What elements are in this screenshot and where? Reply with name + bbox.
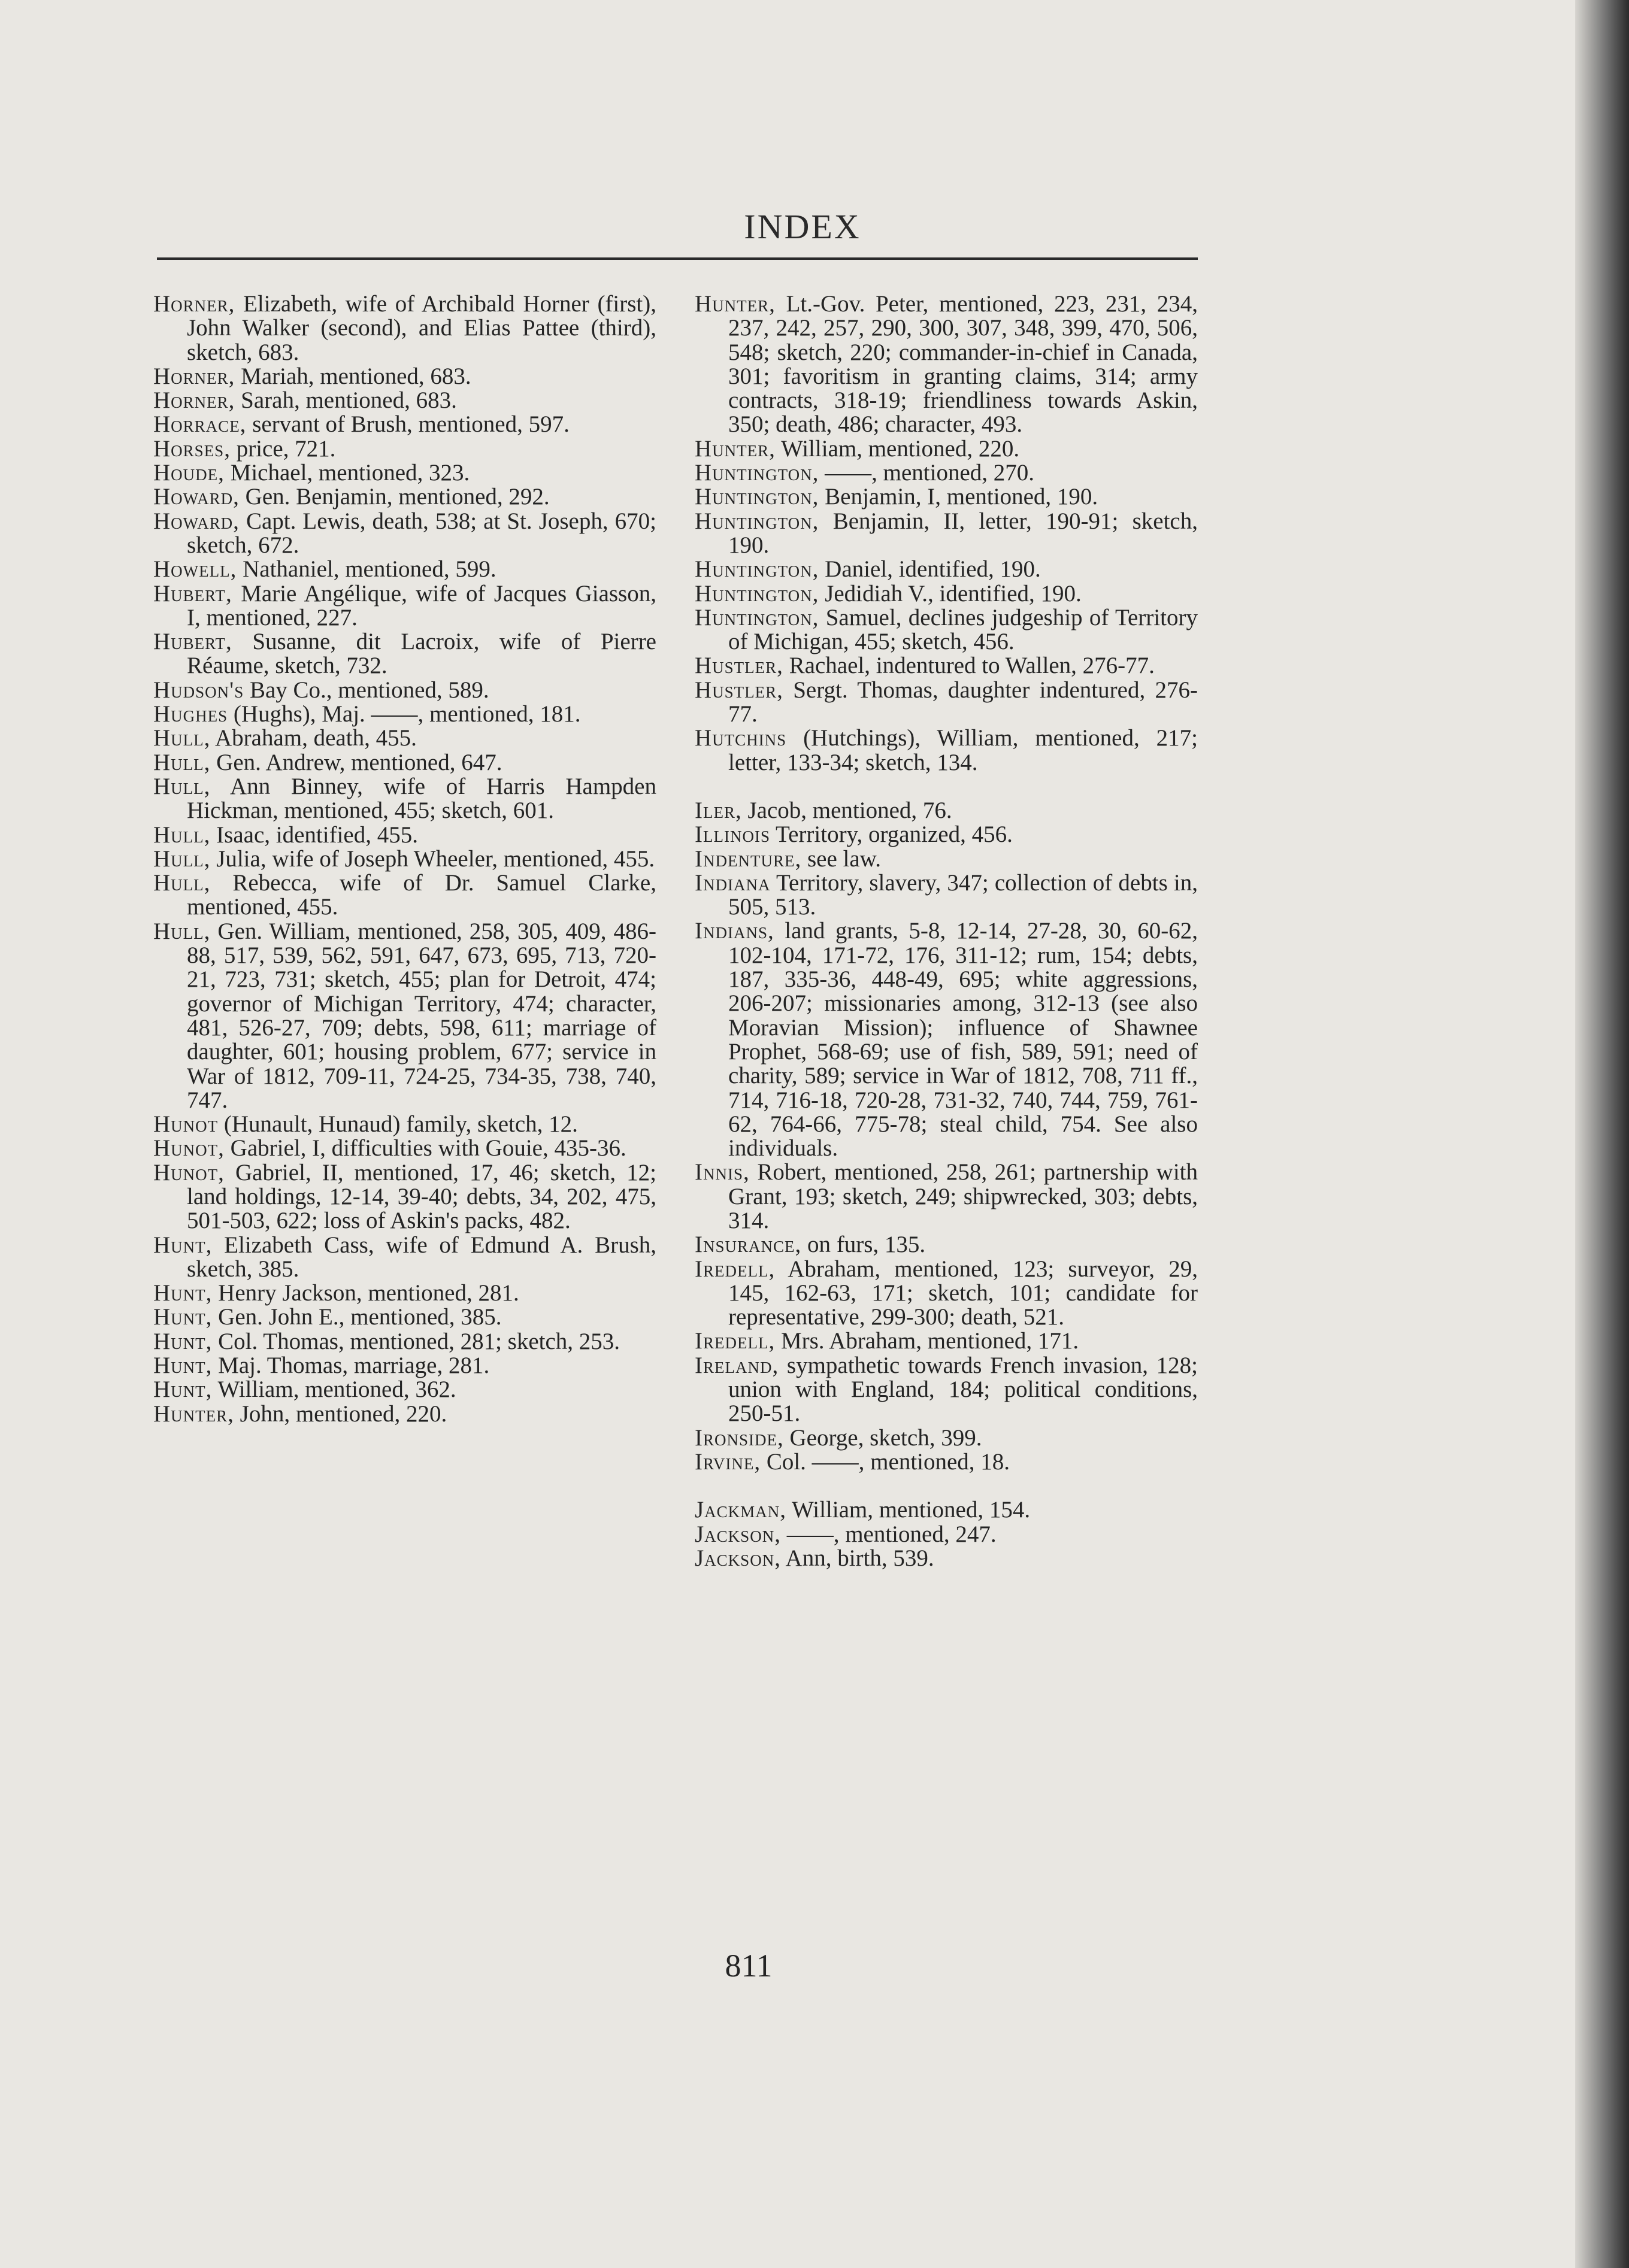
index-entry	[153, 1281, 656, 1305]
entry-heading: Illinois	[695, 821, 770, 848]
index-entry	[695, 823, 1198, 847]
entry-heading: Huntington,	[695, 580, 819, 607]
index-entry	[153, 1161, 656, 1233]
entry-text: Mrs. Abraham, mentioned, 171.	[775, 1328, 1079, 1354]
entry-heading: Indenture,	[695, 845, 802, 872]
index-entry	[153, 1136, 656, 1160]
index-column-right	[695, 292, 1198, 1570]
entry-text: servant of Brush, mentioned, 597.	[246, 411, 570, 438]
index-column-left	[153, 292, 656, 1426]
index-entry	[153, 1112, 656, 1136]
index-entry	[153, 557, 656, 581]
index-entry	[695, 919, 1198, 1160]
entry-heading: Horner,	[153, 291, 235, 317]
index-entry	[695, 799, 1198, 823]
entry-heading: Howard,	[153, 484, 240, 510]
index-entry	[695, 847, 1198, 871]
entry-text: Susanne, dit Lacroix, wife of Pierre Réaume, sketch, 732.	[187, 629, 656, 679]
entry-heading: Hudson's	[153, 677, 244, 703]
index-entry	[695, 461, 1198, 485]
entry-heading: Jackson,	[695, 1521, 781, 1547]
entry-text: Territory, organized, 456.	[770, 821, 1013, 848]
entry-heading: Hustler,	[695, 677, 783, 703]
entry-text: Abraham, mentioned, 123; surveyor, 29, 145, 162-63, 171; sketch, 101; candidate for representative, 299-300; death, 521.	[728, 1256, 1198, 1330]
entry-heading: Hubert,	[153, 580, 232, 607]
index-entry	[695, 437, 1198, 461]
entry-text: Elizabeth, wife of Archibald Horner (first), John Walker (second), and Elias Pattee (third), sketch, 683.	[187, 291, 656, 365]
entry-heading: Ironside,	[695, 1424, 784, 1451]
index-entry	[695, 1547, 1198, 1570]
index-entry	[153, 1402, 656, 1426]
index-entry	[153, 1354, 656, 1378]
entry-heading: Indiana	[695, 869, 771, 896]
index-entry	[153, 292, 656, 365]
entry-text: Rachael, indentured to Wallen, 276-77.	[783, 653, 1155, 679]
index-entry	[153, 871, 656, 920]
scan-shadow-edge	[1575, 0, 1629, 2268]
entry-heading: Hunt,	[153, 1232, 213, 1258]
entry-text: land grants, 5-8, 12-14, 27-28, 30, 60-62, 102-104, 171-72, 176, 311-12; rum, 154; debts, 187, 335-36, 448-49, 695; white aggressions, 206-207; missionaries among, 312-13 (see also Moravian Mission); influence of Shawnee Prophet, 568-69; use of fish, 589, 591; need of charity, 589; service in War of 1812, 708, 711 ff., 714, 716-18, 720-28, 731-32, 740, 744, 759, 761-62, 764-66, 775-78; steal child, 754. See also individuals.	[728, 918, 1198, 1162]
entry-heading: Howell,	[153, 556, 237, 583]
index-entry	[153, 678, 656, 702]
entry-text: Gabriel, I, difficulties with Gouie, 435-36.	[224, 1135, 626, 1162]
entry-text: on furs, 135.	[801, 1232, 926, 1258]
index-entry	[695, 1498, 1198, 1522]
entry-text: Marie Angélique, wife of Jacques Giasson, I, mentioned, 227.	[187, 580, 656, 630]
entry-text: Ann, birth, 539.	[780, 1545, 934, 1571]
entry-text: Robert, mentioned, 258, 261; partnership with Grant, 193; sketch, 249; shipwrecked, 303; debts, 314.	[728, 1159, 1198, 1233]
entry-text: price, 721.	[230, 435, 336, 462]
entry-heading: Hull,	[153, 773, 211, 799]
index-entry	[695, 557, 1198, 581]
entry-text: Benjamin, II, letter, 190-91; sketch, 190.	[728, 508, 1198, 558]
entry-text: Mariah, mentioned, 683.	[235, 363, 471, 389]
index-entry	[695, 678, 1198, 727]
entry-text: William, mentioned, 362.	[212, 1376, 456, 1403]
entry-heading: Innis,	[695, 1159, 750, 1185]
entry-heading: Horner,	[153, 363, 235, 389]
entry-text: Sarah, mentioned, 683.	[235, 387, 457, 414]
index-entry	[695, 1354, 1198, 1426]
entry-text: Ann Binney, wife of Harris Hampden Hickman, mentioned, 455; sketch, 601.	[187, 773, 656, 824]
entry-heading: Ireland,	[695, 1352, 779, 1378]
entry-heading: Huntington,	[695, 508, 819, 534]
entry-text: Benjamin, I, mentioned, 190.	[819, 484, 1098, 510]
index-entry	[153, 1330, 656, 1354]
entry-text: Jacob, mentioned, 76.	[741, 797, 952, 823]
entry-text: see law.	[801, 845, 882, 872]
entry-heading: Iredell,	[695, 1328, 776, 1354]
entry-heading: Hunot,	[153, 1135, 225, 1162]
entry-heading: Hunt,	[153, 1376, 213, 1403]
entry-text: Bay Co., mentioned, 589.	[244, 677, 489, 703]
entry-text: Henry Jackson, mentioned, 281.	[212, 1280, 519, 1306]
entry-heading: Hunter,	[695, 291, 776, 317]
entry-heading: Iler,	[695, 797, 742, 823]
index-entry	[153, 389, 656, 413]
index-entry	[153, 920, 656, 1112]
index-entry	[695, 606, 1198, 654]
header-rule	[157, 257, 1198, 260]
index-entry	[695, 1523, 1198, 1547]
entry-heading: Huntington,	[695, 604, 819, 630]
entry-text: William, mentioned, 154.	[786, 1497, 1031, 1523]
entry-text: William, mentioned, 220.	[775, 435, 1020, 462]
entry-text: sympathetic towards French invasion, 128; union with England, 184; political conditions, 250-51.	[728, 1352, 1198, 1427]
index-entry	[153, 1305, 656, 1329]
index-entry	[153, 702, 656, 726]
entry-heading: Irvine,	[695, 1448, 761, 1475]
index-entry	[153, 461, 656, 485]
entry-heading: Hull,	[153, 870, 211, 896]
entry-heading: Indians,	[695, 918, 774, 944]
entry-heading: Howard,	[153, 508, 240, 534]
entry-text: Julia, wife of Joseph Wheeler, mentioned, 455.	[210, 845, 655, 872]
index-entry	[153, 847, 656, 871]
entry-text: Gen. William, mentioned, 258, 305, 409, 486-88, 517, 539, 562, 591, 647, 673, 695, 713, 720-21, 723, 731; sketch, 455; plan for Detroit, 474; governor of Michigan Territory, 474; character, 481, 526-27, 709; debts, 598, 611; marriage of daughter, 601; housing problem, 677; service in War of 1812, 709-11, 724-25, 734-35, 738, 740, 747.	[187, 918, 656, 1113]
entry-heading: Hughes	[153, 701, 228, 727]
entry-heading: Hull,	[153, 918, 211, 944]
entry-heading: Hull,	[153, 845, 211, 872]
entry-text: Samuel, declines judgeship of Territory of Michigan, 455; sketch, 456.	[728, 604, 1198, 655]
entry-heading: Iredell,	[695, 1256, 776, 1282]
entry-heading: Hunt,	[153, 1280, 213, 1306]
index-entry	[153, 775, 656, 823]
entry-heading: Horner,	[153, 387, 235, 414]
entry-text: Nathaniel, mentioned, 599.	[237, 556, 496, 583]
entry-heading: Hustler,	[695, 653, 783, 679]
entry-heading: Huntington,	[695, 460, 819, 486]
entry-heading: Hunot,	[153, 1159, 225, 1185]
entry-heading: Hunt,	[153, 1304, 213, 1330]
index-entry	[695, 510, 1198, 558]
entry-text: Elizabeth Cass, wife of Edmund A. Brush, sketch, 385.	[187, 1232, 656, 1282]
index-entry	[153, 365, 656, 389]
index-entry	[695, 1257, 1198, 1330]
entry-heading: Hull,	[153, 749, 211, 775]
index-entry	[153, 510, 656, 558]
entry-heading: Hull,	[153, 725, 211, 751]
index-entry	[153, 726, 656, 750]
entry-heading: Houde,	[153, 460, 225, 486]
index-entry	[153, 823, 656, 847]
entry-text: George, sketch, 399.	[783, 1424, 982, 1451]
entry-heading: Hunter,	[695, 435, 776, 462]
entry-text: John, mentioned, 220.	[234, 1400, 447, 1427]
entry-text: Gen. Benjamin, mentioned, 292.	[239, 484, 550, 510]
index-entry	[695, 654, 1198, 678]
entry-heading: Hubert,	[153, 629, 232, 655]
entry-text: (Hutchings), William, mentioned, 217; letter, 133-34; sketch, 134.	[728, 725, 1198, 775]
index-entry	[153, 1378, 656, 1402]
entry-text: Col. Thomas, mentioned, 281; sketch, 253.	[212, 1328, 620, 1354]
entry-heading: Hutchins	[695, 725, 787, 751]
entry-heading: Hunot	[153, 1111, 219, 1138]
entry-heading: Hunter,	[153, 1400, 234, 1427]
entry-text: Michael, mentioned, 323.	[224, 460, 470, 486]
entry-text: Capt. Lewis, death, 538; at St. Joseph, 670; sketch, 672.	[187, 508, 656, 558]
index-entry	[153, 485, 656, 509]
entry-text: Gen. Andrew, mentioned, 647.	[210, 749, 502, 775]
entry-text: Gabriel, II, mentioned, 17, 46; sketch, 12; land holdings, 12-14, 39-40; debts, 34, 202, 475, 501-503, 622; loss of Askin's packs, 482.	[187, 1159, 656, 1234]
entry-text: Col. ——, mentioned, 18.	[761, 1448, 1010, 1475]
entry-text: (Hughs), Maj. ——, mentioned, 181.	[228, 701, 581, 727]
index-entry	[153, 751, 656, 775]
index-entry	[695, 292, 1198, 437]
index-entry	[153, 437, 656, 461]
entry-text: Sergt. Thomas, daughter indentured, 276-77.	[728, 677, 1198, 727]
running-head: INDEX	[744, 207, 861, 246]
entry-text: Territory, slavery, 347; collection of debts in, 505, 513.	[728, 869, 1198, 920]
entry-text: ——, mentioned, 270.	[819, 460, 1035, 486]
entry-text: Jedidiah V., identified, 190.	[819, 580, 1082, 607]
index-entry	[695, 582, 1198, 606]
entry-text: Abraham, death, 455.	[210, 725, 417, 751]
index-entry	[695, 726, 1198, 775]
index-entry	[695, 871, 1198, 920]
entry-text: Maj. Thomas, marriage, 281.	[212, 1353, 490, 1379]
entry-heading: Hunt,	[153, 1353, 213, 1379]
entry-heading: Jackson,	[695, 1545, 781, 1571]
entry-heading: Huntington,	[695, 556, 819, 583]
entry-heading: Horses,	[153, 435, 231, 462]
index-entry	[695, 1233, 1198, 1257]
index-entry	[153, 630, 656, 678]
entry-heading: Hull,	[153, 821, 211, 848]
index-entry	[695, 1450, 1198, 1474]
entry-text: Isaac, identified, 455.	[210, 821, 418, 848]
entry-text: ——, mentioned, 247.	[780, 1521, 997, 1547]
entry-text: Gen. John E., mentioned, 385.	[212, 1304, 502, 1330]
index-entry	[695, 1329, 1198, 1353]
index-entry	[695, 1426, 1198, 1450]
entry-heading: Huntington,	[695, 484, 819, 510]
index-entry	[695, 1160, 1198, 1233]
entry-heading: Insurance,	[695, 1232, 802, 1258]
index-entry	[153, 582, 656, 630]
index-entry	[153, 413, 656, 436]
entry-heading: Jackman,	[695, 1497, 786, 1523]
entry-text: (Hunault, Hunaud) family, sketch, 12.	[218, 1111, 578, 1138]
entry-text: Daniel, identified, 190.	[819, 556, 1041, 583]
index-entry	[153, 1233, 656, 1282]
entry-heading: Horrace,	[153, 411, 247, 438]
entry-heading: Hunt,	[153, 1328, 213, 1354]
entry-text: Rebecca, wife of Dr. Samuel Clarke, mentioned, 455.	[187, 870, 656, 920]
index-entry	[695, 485, 1198, 509]
page-number: 811	[725, 1948, 773, 1984]
entry-text: Lt.-Gov. Peter, mentioned, 223, 231, 234, 237, 242, 257, 290, 300, 307, 348, 399, 470, 506, 548; sketch, 220; commander-in-chief in Canada, 301; favoritism in granting claims, 314; army contracts, 318-19; friendliness towards Askin, 350; death, 486; character, 493.	[728, 291, 1198, 438]
